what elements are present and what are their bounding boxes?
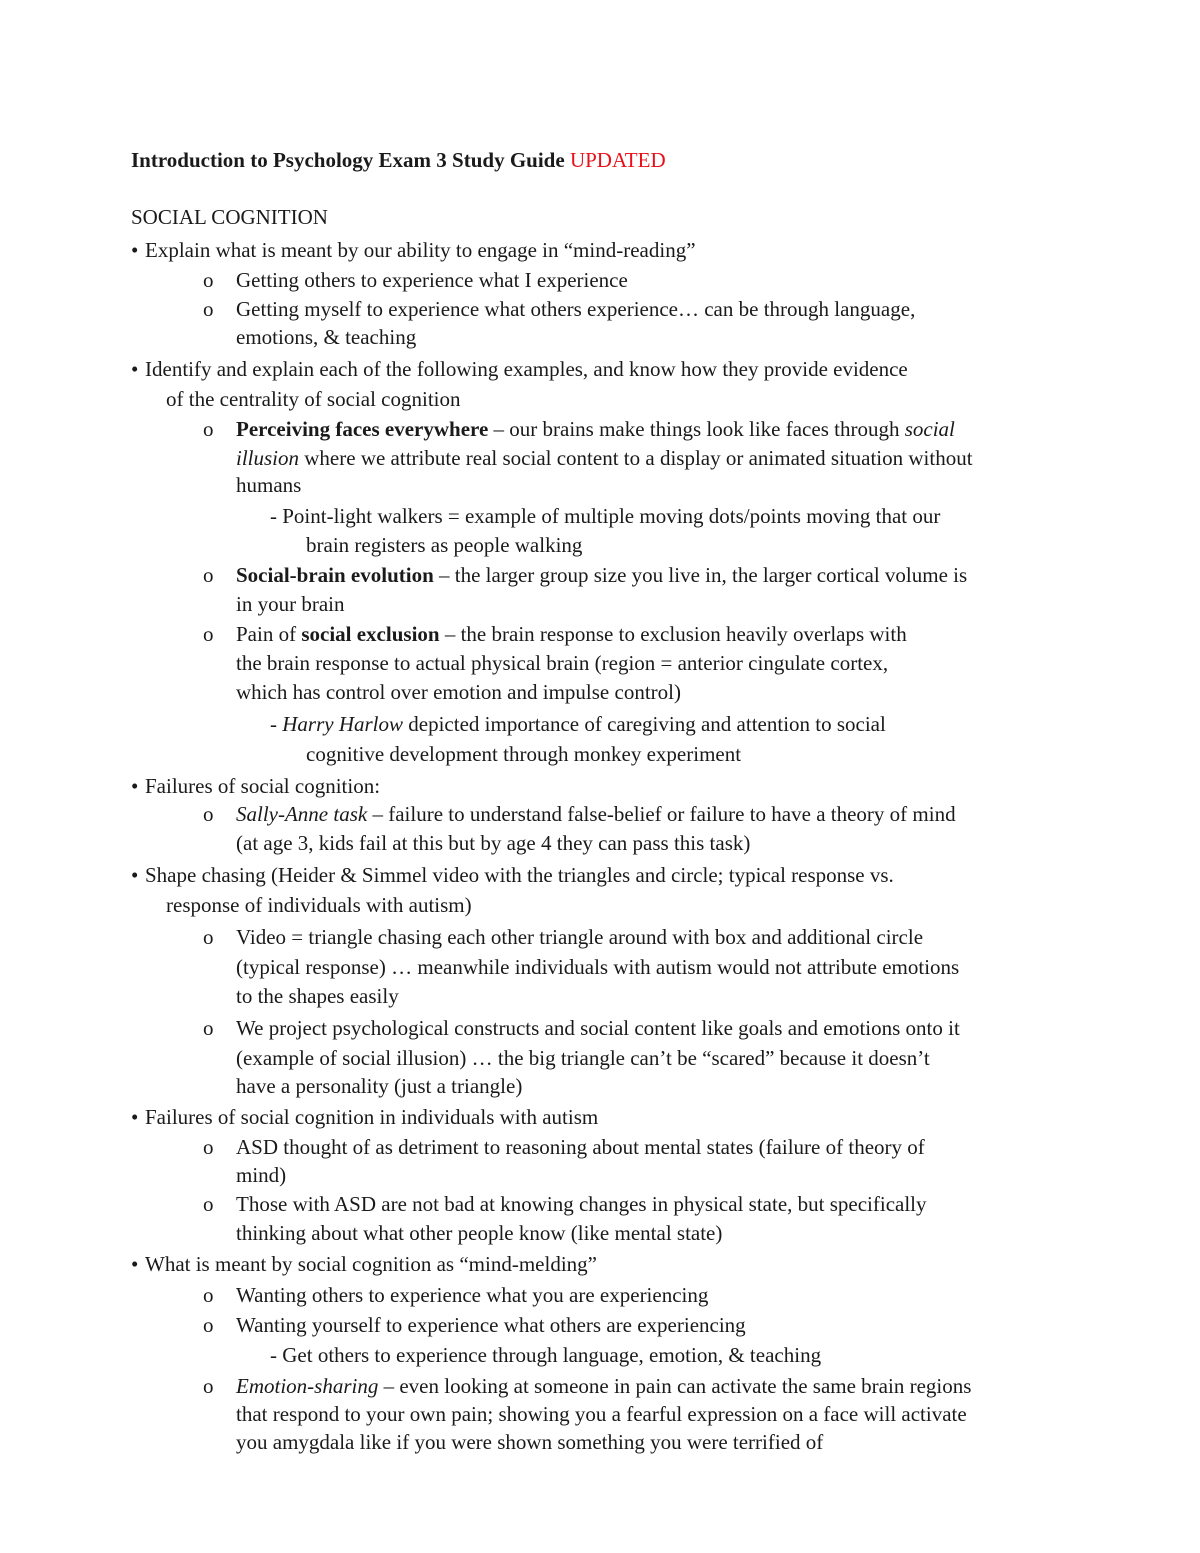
- sub-bullet-item: o Emotion-sharing – even looking at someone in pain can activate the same brain regions: [203, 1372, 971, 1401]
- sub-bullet-glyph: o: [203, 1283, 214, 1307]
- sub-bullet-continuation: in your brain: [236, 592, 345, 616]
- sub-bullet-item: o Wanting yourself to experience what others are experiencing: [203, 1311, 746, 1340]
- bullet-item: • Failures of social cognition in individuals with autism: [131, 1103, 598, 1132]
- sub-bullet-continuation: (example of social illusion) … the big triangle can’t be “scared” because it doesn’t: [236, 1046, 930, 1070]
- bullet-item: • Shape chasing (Heider & Simmel video with the triangles and circle; typical response vs.: [131, 861, 894, 890]
- section-heading: SOCIAL COGNITION: [131, 205, 328, 229]
- sub-bullet-item: o Video = triangle chasing each other triangle around with box and additional circle: [203, 923, 923, 952]
- bullet-glyph: •: [131, 863, 139, 887]
- sub-bullet-glyph: o: [203, 1135, 214, 1159]
- bullet-glyph: •: [131, 238, 139, 262]
- sub-bullet-continuation: have a personality (just a triangle): [236, 1074, 523, 1098]
- sub-bullet-item: o Social-brain evolution – the larger group size you live in, the larger cortical volume is: [203, 561, 967, 590]
- bullet-item: • Explain what is meant by our ability to engage in “mind-reading”: [131, 236, 696, 265]
- sub-bullet-item: o Perceiving faces everywhere – our brains make things look like faces through social: [203, 415, 955, 444]
- bullet-continuation: response of individuals with autism): [166, 893, 472, 917]
- dash-item: - Point-light walkers = example of multiple moving dots/points moving that our: [270, 504, 941, 528]
- sub-bullet-continuation: (typical response) … meanwhile individuals with autism would not attribute emotions: [236, 955, 960, 979]
- dash-continuation: cognitive development through monkey experiment: [306, 742, 742, 766]
- bullet-glyph: •: [131, 357, 139, 381]
- term: Perceiving faces everywhere: [236, 417, 489, 441]
- term: social exclusion: [301, 622, 440, 646]
- sub-bullet-glyph: o: [203, 622, 214, 646]
- sub-bullet-item: o Sally-Anne task – failure to understand false-belief or failure to have a theory of mind: [203, 800, 956, 829]
- sub-bullet-glyph: o: [203, 417, 214, 441]
- bullet-glyph: •: [131, 774, 139, 798]
- sub-bullet-glyph: o: [203, 563, 214, 587]
- document-title: [131, 146, 666, 175]
- sub-bullet-item: o We project psychological constructs and social content like goals and emotions onto it: [203, 1014, 960, 1043]
- sub-bullet-continuation: the brain response to actual physical brain (region = anterior cingulate cortex,: [236, 651, 889, 675]
- sub-bullet-item: o Pain of social exclusion – the brain response to exclusion heavily overlaps with: [203, 620, 907, 649]
- sub-bullet-continuation: emotions, & teaching: [236, 325, 417, 349]
- sub-bullet-continuation: thinking about what other people know (like mental state): [236, 1221, 723, 1245]
- sub-bullet-glyph: o: [203, 1016, 214, 1040]
- term: Social-brain evolution: [236, 563, 434, 587]
- sub-bullet-continuation: that respond to your own pain; showing you a fearful expression on a face will activate: [236, 1402, 967, 1426]
- bullet-glyph: •: [131, 1105, 139, 1129]
- sub-bullet-continuation: which has control over emotion and impulse control): [236, 680, 681, 704]
- dash-item: - Get others to experience through language, emotion, & teaching: [270, 1343, 822, 1367]
- sub-bullet-continuation: illusion where we attribute real social content to a display or animated situation without: [236, 446, 973, 470]
- sub-bullet-continuation: to the shapes easily: [236, 984, 399, 1008]
- sub-bullet-glyph: o: [203, 268, 214, 292]
- sub-bullet-glyph: o: [203, 802, 214, 826]
- updated-tag: UPDATED: [569, 148, 666, 172]
- bullet-item: • Failures of social cognition:: [131, 772, 380, 801]
- sub-bullet-continuation: you amygdala like if you were shown something you were terrified of: [236, 1430, 824, 1454]
- sub-bullet-item: o Getting others to experience what I experience: [203, 266, 628, 295]
- sub-bullet-glyph: o: [203, 297, 214, 321]
- sub-bullet-glyph: o: [203, 1313, 214, 1337]
- sub-bullet-item: o Wanting others to experience what you are experiencing: [203, 1281, 708, 1310]
- sub-bullet-continuation: mind): [236, 1163, 287, 1187]
- sub-bullet-item: o Those with ASD are not bad at knowing changes in physical state, but specifically: [203, 1190, 927, 1219]
- bullet-item: • Identify and explain each of the following examples, and know how they provide evidence: [131, 355, 908, 384]
- sub-bullet-glyph: o: [203, 1192, 214, 1216]
- bullet-continuation: of the centrality of social cognition: [166, 387, 461, 411]
- sub-bullet-glyph: o: [203, 1374, 214, 1398]
- sub-bullet-glyph: o: [203, 925, 214, 949]
- bullet-item: • What is meant by social cognition as “mind-melding”: [131, 1250, 597, 1279]
- bullet-glyph: •: [131, 1252, 139, 1276]
- dash-continuation: brain registers as people walking: [306, 533, 583, 557]
- sub-bullet-item: o Getting myself to experience what others experience… can be through language,: [203, 295, 915, 324]
- dash-item: - Harry Harlow depicted importance of caregiving and attention to social: [270, 712, 886, 736]
- title-text: Introduction to Psychology Exam 3 Study Guide: [131, 148, 565, 172]
- sub-bullet-continuation: (at age 3, kids fail at this but by age 4 they can pass this task): [236, 831, 751, 855]
- sub-bullet-item: o ASD thought of as detriment to reasoning about mental states (failure of theory of: [203, 1133, 925, 1162]
- sub-bullet-continuation: humans: [236, 473, 302, 497]
